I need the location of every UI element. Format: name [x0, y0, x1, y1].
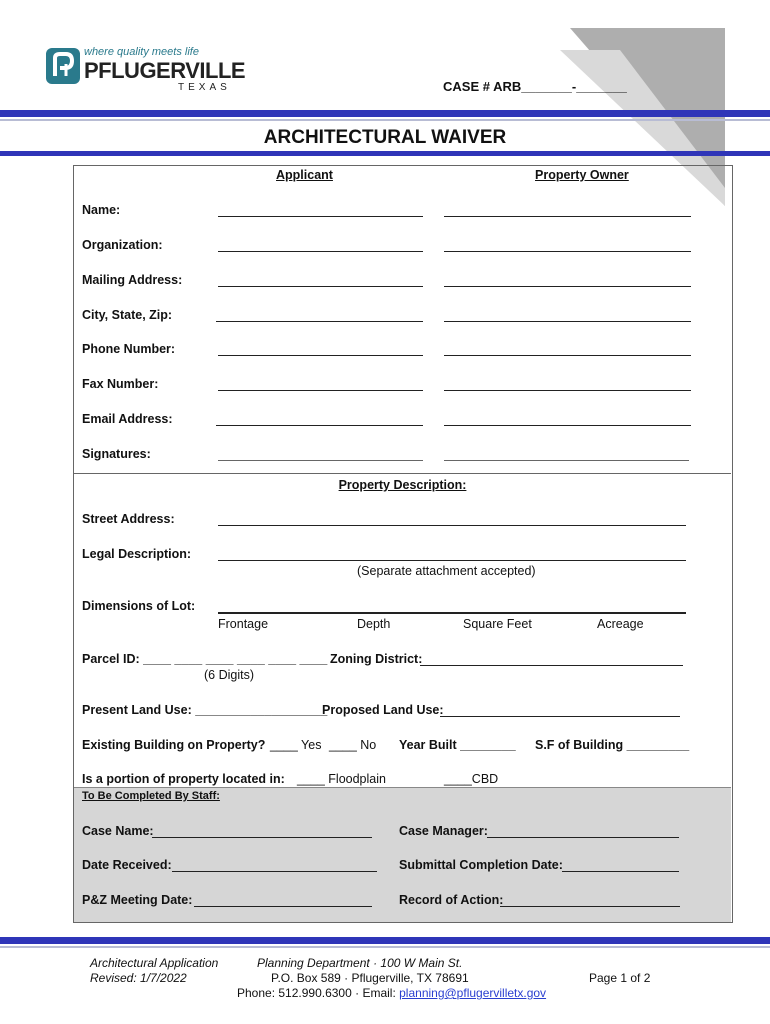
applicant-name-field[interactable]	[218, 202, 423, 217]
pz-meeting-date-label: P&Z Meeting Date:	[82, 893, 193, 907]
bottom-band-thin	[0, 946, 770, 948]
submittal-completion-label: Submittal Completion Date:	[399, 858, 563, 872]
parcel-id-label: Parcel ID: ____ ____ ____ ____ ____ ____	[82, 652, 328, 666]
logo-city: PFLUGERVILLE	[84, 58, 246, 83]
case-manager-label: Case Manager:	[399, 824, 488, 838]
floodplain-option[interactable]: ____ Floodplain	[297, 772, 386, 786]
top-band	[0, 110, 770, 117]
footer-phone: Phone: 512.990.6300 · Email:	[237, 986, 396, 1000]
mailing-address-label: Mailing Address:	[82, 273, 183, 287]
frontage-label: Frontage	[218, 617, 269, 631]
submittal-completion-field[interactable]	[562, 857, 679, 872]
dimensions-field[interactable]	[218, 598, 686, 614]
owner-signature-field[interactable]	[444, 446, 689, 461]
signatures-label: Signatures:	[82, 447, 151, 461]
case-number: CASE # ARB_______-_______	[443, 79, 627, 94]
footer-department: Planning Department · 100 W Main St.	[257, 956, 463, 970]
logo-mark-icon	[46, 48, 80, 84]
owner-phone-field[interactable]	[444, 341, 691, 356]
top-band-thin	[0, 119, 770, 121]
page-title: ARCHITECTURAL WAIVER	[263, 127, 507, 148]
title-band	[0, 151, 770, 156]
logo-state: TEXAS	[178, 82, 231, 93]
bottom-band	[0, 937, 770, 944]
parcel-id-note: (6 Digits)	[204, 668, 255, 682]
record-of-action-label: Record of Action:	[399, 893, 504, 907]
owner-fax-field[interactable]	[444, 376, 691, 391]
present-land-use-label: Present Land Use: ___________________	[82, 703, 328, 717]
zoning-district-label: Zoning District:	[330, 652, 423, 666]
footer-doc-name: Architectural Application	[90, 956, 219, 970]
year-built-label: Year Built ________	[399, 738, 516, 752]
pz-meeting-date-field[interactable]	[194, 892, 372, 907]
owner-mailing-address-field[interactable]	[444, 272, 691, 287]
street-address-field[interactable]	[218, 511, 686, 526]
footer-po-box: P.O. Box 589 · Pflugerville, TX 78691	[271, 971, 469, 985]
applicant-mailing-address-field[interactable]	[218, 272, 423, 287]
footer-email-link[interactable]: planning@pflugervilletx.gov	[399, 986, 547, 1000]
case-manager-field[interactable]	[487, 823, 679, 838]
fax-number-label: Fax Number:	[82, 377, 159, 391]
footer-page-number: Page 1 of 2	[589, 971, 651, 985]
zoning-district-field[interactable]	[420, 651, 683, 666]
applicant-fax-field[interactable]	[218, 376, 423, 391]
date-received-field[interactable]	[172, 857, 377, 872]
applicant-signature-field[interactable]	[218, 446, 423, 461]
owner-column-heading: Property Owner	[535, 168, 629, 182]
owner-city-state-zip-field[interactable]	[444, 307, 691, 322]
owner-organization-field[interactable]	[444, 237, 691, 252]
street-address-label: Street Address:	[82, 512, 175, 526]
legal-description-note: (Separate attachment accepted)	[357, 564, 536, 578]
depth-label: Depth	[357, 617, 391, 631]
date-received-label: Date Received:	[82, 858, 172, 872]
logo-tagline: where quality meets life	[84, 46, 199, 58]
located-in-label: Is a portion of property located in:	[82, 772, 285, 786]
cbd-option[interactable]: ____CBD	[444, 772, 499, 786]
owner-name-field[interactable]	[444, 202, 691, 217]
staff-heading: To Be Completed By Staff:	[82, 790, 220, 802]
owner-email-field[interactable]	[444, 411, 691, 426]
legal-description-field[interactable]	[218, 546, 686, 561]
applicant-city-state-zip-field[interactable]	[216, 307, 423, 322]
dimensions-label: Dimensions of Lot:	[82, 599, 196, 613]
organization-label: Organization:	[82, 238, 163, 252]
legal-description-label: Legal Description:	[82, 547, 192, 561]
case-name-label: Case Name:	[82, 824, 154, 838]
logo	[46, 46, 246, 96]
applicant-organization-field[interactable]	[218, 237, 423, 252]
applicant-phone-field[interactable]	[218, 341, 423, 356]
property-description-heading: Property Description:	[338, 478, 467, 492]
name-label: Name:	[82, 203, 121, 217]
record-of-action-field[interactable]	[500, 892, 680, 907]
existing-building-label: Existing Building on Property?	[82, 738, 266, 752]
city-state-zip-label: City, State, Zip:	[82, 308, 173, 322]
acreage-label: Acreage	[597, 617, 644, 631]
applicant-column-heading: Applicant	[276, 168, 333, 182]
sf-building-label: S.F of Building _________	[535, 738, 690, 752]
footer-contact	[237, 986, 546, 1000]
phone-number-label: Phone Number:	[82, 342, 176, 356]
email-address-label: Email Address:	[82, 412, 173, 426]
footer-revised: Revised: 1/7/2022	[90, 971, 187, 985]
case-name-field[interactable]	[152, 823, 372, 838]
proposed-land-use-field[interactable]	[440, 702, 680, 717]
existing-building-no[interactable]: ____ No	[329, 738, 377, 752]
square-feet-label: Square Feet	[463, 617, 532, 631]
applicant-email-field[interactable]	[216, 411, 423, 426]
existing-building-yes[interactable]: ____ Yes	[270, 738, 322, 752]
section-divider	[74, 473, 731, 474]
proposed-land-use-label: Proposed Land Use:	[322, 703, 444, 717]
